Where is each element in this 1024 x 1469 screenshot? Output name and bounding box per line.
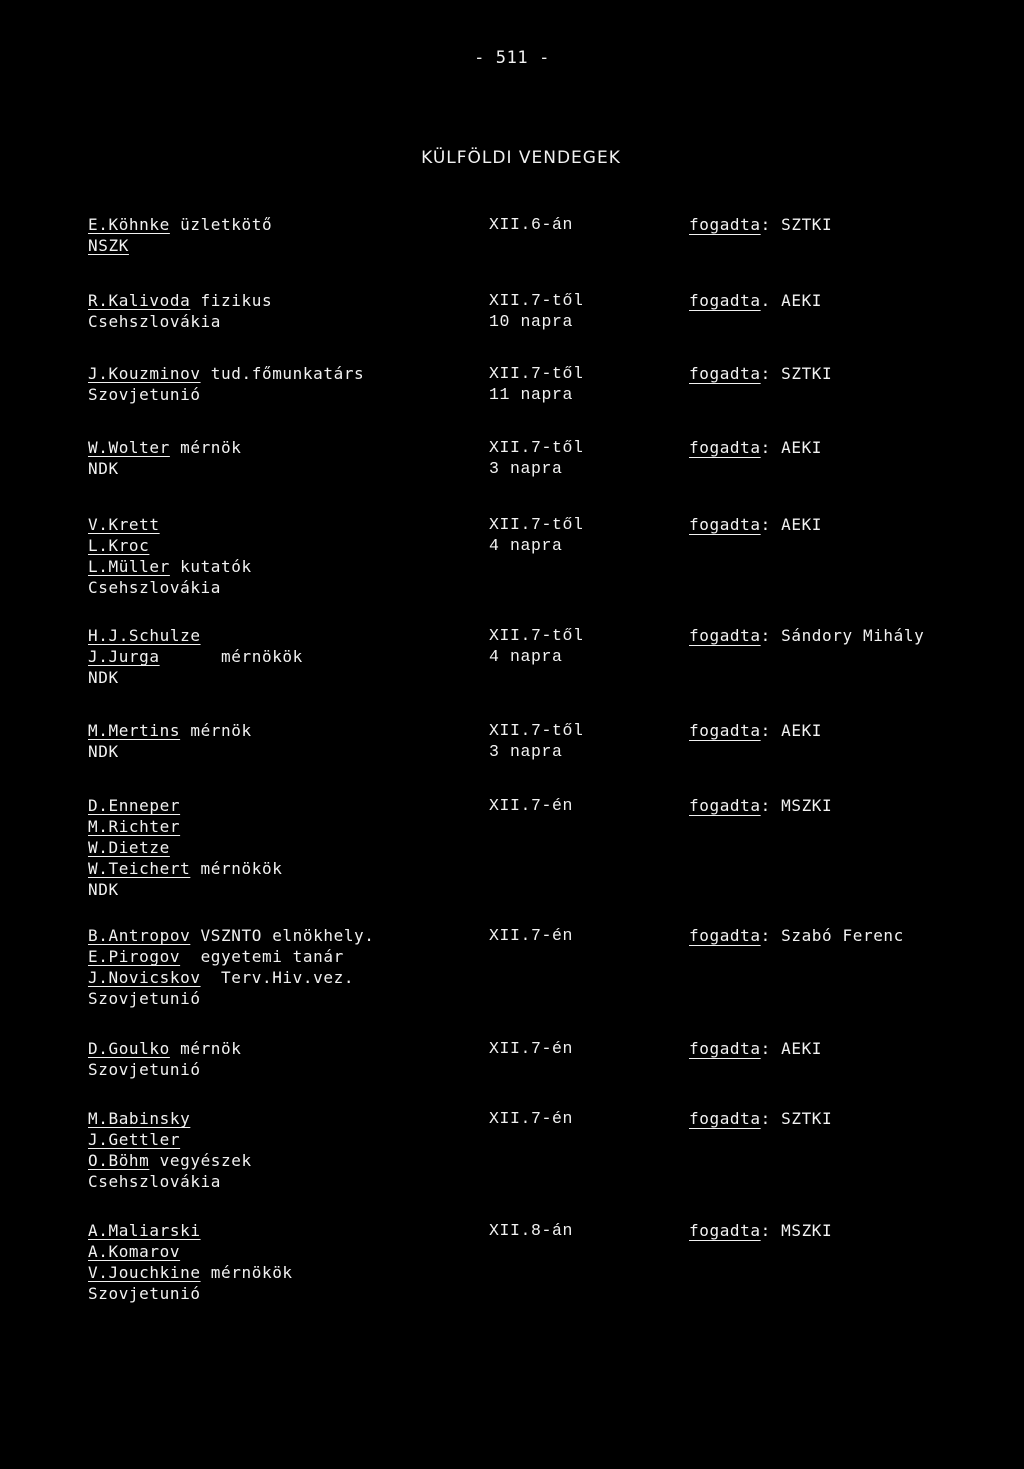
host-info — [689, 290, 1009, 311]
visitor-entry — [0, 1108, 1024, 1228]
visitor-details — [88, 720, 468, 762]
host-info — [689, 720, 1009, 741]
visitor-line — [88, 1241, 468, 1262]
visitor-line — [88, 925, 468, 946]
host-institution: Szabó Ferenc — [781, 926, 904, 945]
visitor-name: M.Richter — [88, 817, 181, 836]
visit-date — [489, 437, 669, 479]
visit-date — [489, 925, 669, 946]
visit-duration: 10 napra — [489, 312, 574, 331]
host-label: fogadta — [689, 364, 761, 383]
visitor-line — [88, 720, 468, 741]
visitor-details — [88, 363, 468, 405]
visitor-info: Csehszlovákia — [88, 1172, 222, 1191]
visit-duration: 3 napra — [489, 742, 563, 761]
host-institution: MSZKI — [781, 796, 833, 815]
visitor-line — [88, 363, 468, 384]
visitor-info: Szovjetunió — [88, 385, 201, 404]
arrival-date: XII.7-től — [489, 515, 584, 534]
visitor-line — [88, 384, 468, 405]
visitor-info: Szovjetunió — [88, 1060, 201, 1079]
host-label: fogadta — [689, 796, 761, 815]
visit-date — [489, 795, 669, 816]
host-label: fogadta — [689, 438, 761, 457]
visit-date — [489, 1220, 669, 1241]
visitor-details — [88, 925, 468, 1009]
host-info — [689, 925, 1009, 946]
visitor-name: E.Pirogov — [88, 947, 181, 966]
host-info — [689, 437, 1009, 458]
visitor-line — [88, 946, 468, 967]
visitor-line — [88, 1171, 468, 1192]
arrival-date: XII.7-én — [489, 796, 574, 815]
arrival-date: XII.7-én — [489, 926, 574, 945]
visitor-details — [88, 1220, 468, 1304]
visitor-line — [88, 795, 468, 816]
visitor-line — [88, 858, 468, 879]
visit-date — [489, 514, 669, 556]
visitor-info: mérnökök — [200, 1263, 293, 1282]
visitor-info: mérnökök — [159, 647, 303, 666]
arrival-date: XII.7-től — [489, 721, 584, 740]
visitor-info: Csehszlovákia — [88, 578, 222, 597]
visit-date — [489, 363, 669, 405]
visitor-info: üzletkötő — [169, 215, 273, 234]
visitor-name: NSZK — [88, 236, 129, 255]
host-separator: : — [760, 1109, 771, 1128]
visitor-name: B.Antropov — [88, 926, 191, 945]
visitor-name: J.Novicskov — [88, 968, 201, 987]
visit-date — [489, 625, 669, 667]
host-institution: SZTKI — [781, 364, 833, 383]
visitor-entry — [0, 1220, 1024, 1340]
visitor-details — [88, 625, 468, 688]
host-separator: : — [760, 1039, 771, 1058]
visitor-line — [88, 1038, 468, 1059]
visitor-line — [88, 625, 468, 646]
arrival-date: XII.7-től — [489, 364, 584, 383]
visitor-info: tud.főmunkatárs — [200, 364, 365, 383]
visitor-info: Szovjetunió — [88, 1284, 201, 1303]
visitor-info: mérnök — [169, 1039, 242, 1058]
arrival-date: XII.7-től — [489, 291, 584, 310]
visitor-info: vegyészek — [149, 1151, 252, 1170]
visitor-line — [88, 556, 468, 577]
host-info — [689, 1108, 1009, 1129]
visitor-info: mérnök — [169, 438, 242, 457]
host-info — [689, 214, 1009, 235]
host-institution: AEKI — [781, 515, 823, 534]
visitor-name: H.J.Schulze — [88, 626, 201, 645]
host-label: fogadta — [689, 721, 761, 740]
host-label: fogadta — [689, 1039, 761, 1058]
visit-date — [489, 720, 669, 762]
host-separator: : — [760, 215, 771, 234]
visitor-info: VSZNTO elnökhely. — [190, 926, 375, 945]
visitor-name: E.Köhnke — [88, 215, 170, 234]
host-label: fogadta — [689, 291, 761, 310]
visitor-line — [88, 967, 468, 988]
visitor-name: A.Maliarski — [88, 1221, 201, 1240]
visit-date — [489, 1108, 669, 1129]
host-info — [689, 514, 1009, 535]
visitor-details — [88, 514, 468, 598]
visitor-details — [88, 795, 468, 900]
arrival-date: XII.7-től — [489, 438, 584, 457]
host-label: fogadta — [689, 926, 761, 945]
visitor-info: mérnök — [180, 721, 252, 740]
visitor-line — [88, 311, 468, 332]
visitor-line — [88, 1220, 468, 1241]
visitor-name: O.Böhm — [88, 1151, 150, 1170]
visitor-line — [88, 1262, 468, 1283]
visitor-name: J.Jurga — [88, 647, 160, 666]
visitor-info: Szovjetunió — [88, 989, 201, 1008]
host-separator: : — [760, 515, 771, 534]
host-info — [689, 625, 1009, 646]
host-institution: AEKI — [781, 438, 823, 457]
visitor-info: NDK — [88, 459, 119, 478]
visitor-line — [88, 1150, 468, 1171]
visitor-line — [88, 837, 468, 858]
visitor-info: Csehszlovákia — [88, 312, 222, 331]
host-separator: : — [760, 364, 771, 383]
visitor-info: egyetemi tanár — [180, 947, 344, 966]
host-info — [689, 1038, 1009, 1059]
visitor-info: kutatók — [169, 557, 252, 576]
visitor-line — [88, 437, 468, 458]
visitor-info: NDK — [88, 880, 119, 899]
visitor-line — [88, 646, 468, 667]
visitor-info: mérnökök — [190, 859, 283, 878]
arrival-date: XII.6-án — [489, 215, 574, 234]
host-institution: SZTKI — [781, 215, 833, 234]
visitor-name: R.Kalivoda — [88, 291, 191, 310]
visitor-entry — [0, 795, 1024, 915]
visitor-line — [88, 1129, 468, 1150]
visitor-details — [88, 214, 468, 256]
visitor-entry — [0, 925, 1024, 1045]
visitor-info: fizikus — [190, 291, 273, 310]
visit-duration: 11 napra — [489, 385, 574, 404]
visitor-name: D.Enneper — [88, 796, 181, 815]
visitor-line — [88, 667, 468, 688]
visitor-name: L.Kroc — [88, 536, 150, 555]
visitor-line — [88, 741, 468, 762]
visitor-info: Terv.Hiv.vez. — [200, 968, 355, 987]
visitor-name: L.Müller — [88, 557, 170, 576]
visitor-name: V.Jouchkine — [88, 1263, 201, 1282]
visitor-line — [88, 458, 468, 479]
host-separator: : — [760, 721, 771, 740]
visitor-name: J.Kouzminov — [88, 364, 201, 383]
visitor-name: W.Teichert — [88, 859, 191, 878]
visit-duration: 4 napra — [489, 536, 563, 555]
visitor-line — [88, 988, 468, 1009]
visitor-line — [88, 577, 468, 598]
arrival-date: XII.7-én — [489, 1109, 574, 1128]
visit-duration: 3 napra — [489, 459, 563, 478]
arrival-date: XII.8-án — [489, 1221, 574, 1240]
host-label: fogadta — [689, 215, 761, 234]
arrival-date: XII.7-től — [489, 626, 584, 645]
host-institution: AEKI — [781, 721, 823, 740]
visitor-name: M.Mertins — [88, 721, 181, 740]
document-title: KÜLFÖLDI VENDEGEK — [421, 148, 621, 168]
visitor-line — [88, 290, 468, 311]
visitor-name: W.Wolter — [88, 438, 170, 457]
visitor-details — [88, 1108, 468, 1192]
host-institution: AEKI — [781, 291, 823, 310]
visitor-info: NDK — [88, 668, 119, 687]
host-separator: : — [760, 796, 771, 815]
host-institution: SZTKI — [781, 1109, 833, 1128]
visitor-line — [88, 514, 468, 535]
host-info — [689, 363, 1009, 384]
visitor-line — [88, 816, 468, 837]
visitor-line — [88, 879, 468, 900]
visitor-name: V.Krett — [88, 515, 160, 534]
visitor-line — [88, 214, 468, 235]
visitor-entry — [0, 514, 1024, 634]
host-institution: MSZKI — [781, 1221, 833, 1240]
host-institution: AEKI — [781, 1039, 823, 1058]
visitor-info: NDK — [88, 742, 119, 761]
visit-date — [489, 290, 669, 332]
visitor-line — [88, 235, 468, 256]
visitor-name: J.Gettler — [88, 1130, 181, 1149]
host-label: fogadta — [689, 1109, 761, 1128]
host-info — [689, 1220, 1009, 1241]
visitor-name: A.Komarov — [88, 1242, 181, 1261]
host-separator: : — [760, 626, 771, 645]
visit-duration: 4 napra — [489, 647, 563, 666]
visitor-line — [88, 1108, 468, 1129]
visitor-details — [88, 1038, 468, 1080]
visitor-line — [88, 535, 468, 556]
host-separator: : — [760, 438, 771, 457]
visitor-line — [88, 1059, 468, 1080]
host-info — [689, 795, 1009, 816]
host-separator: : — [760, 1221, 771, 1240]
host-separator: : — [760, 926, 771, 945]
host-label: fogadta — [689, 1221, 761, 1240]
visit-date — [489, 214, 669, 235]
visitor-name: D.Goulko — [88, 1039, 170, 1058]
visitor-name: M.Babinsky — [88, 1109, 191, 1128]
host-institution: Sándory Mihály — [781, 626, 925, 645]
page-number: - 511 - — [474, 48, 550, 68]
visit-date — [489, 1038, 669, 1059]
host-label: fogadta — [689, 626, 761, 645]
visitor-name: W.Dietze — [88, 838, 170, 857]
host-label: fogadta — [689, 515, 761, 534]
visitor-line — [88, 1283, 468, 1304]
visitor-details — [88, 437, 468, 479]
host-separator: . — [760, 291, 771, 310]
arrival-date: XII.7-én — [489, 1039, 574, 1058]
visitor-details — [88, 290, 468, 332]
